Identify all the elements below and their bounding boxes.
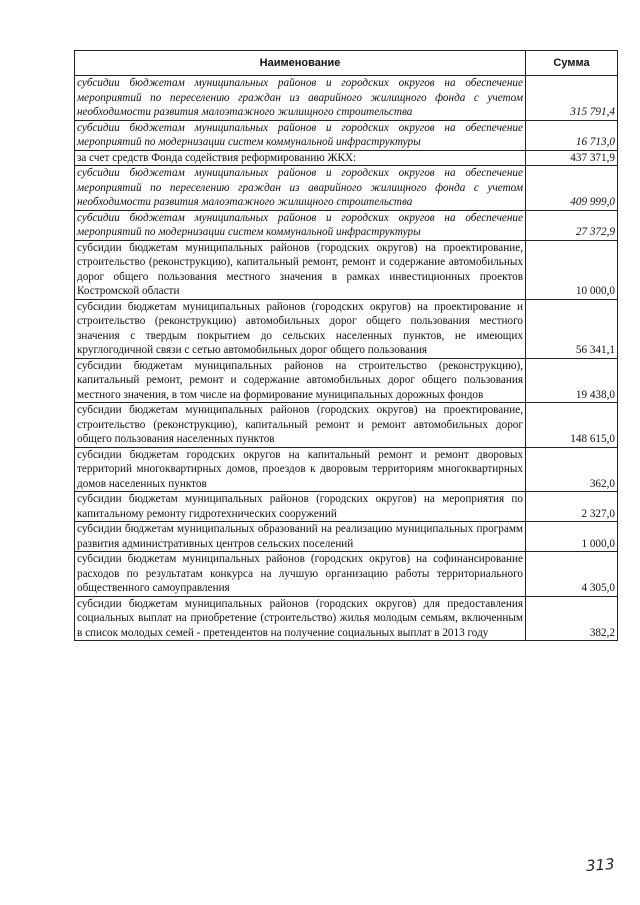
row-name: субсидии бюджетам муниципальных районов (городских округов) для предоставления социальных выплат на приобретение (строительство) жилья молодым семьям, включенным в список молодых семей - претендентов на получение социальных выплат в 2013 году <box>75 596 526 641</box>
row-sum: 16 713,0 <box>526 120 618 150</box>
row-sum: 2 327,0 <box>526 492 618 522</box>
table-row <box>75 299 618 358</box>
row-sum: 56 341,1 <box>526 299 618 358</box>
row-name: за счет средств Фонда содействия реформированию ЖКХ: <box>75 150 526 166</box>
row-name: субсидии бюджетам муниципальных районов на строительство (реконструкцию), капитальный ремонт, ремонт и содержание автомобильных дорог общего пользования местного значения, в том числе на формирование муниципальных дорожных фондов <box>75 358 526 403</box>
row-sum: 19 438,0 <box>526 358 618 403</box>
table-row <box>75 76 618 121</box>
row-name: субсидии бюджетам муниципальных районов и городских округов на обеспечение мероприятий по модернизации систем коммунальной инфраструктуры <box>75 120 526 150</box>
row-sum: 10 000,0 <box>526 240 618 299</box>
row-name: субсидии бюджетам муниципальных районов (городских округов) на проектирование, строительство (реконструкцию), капитальный ремонт и ремонт автомобильных дорог общего пользования населенных пунктов <box>75 403 526 448</box>
row-sum: 27 372,9 <box>526 210 618 240</box>
table-row <box>75 240 618 299</box>
row-name: субсидии бюджетам муниципальных районов и городских округов на обеспечение мероприятий по переселению граждан из аварийного жилищного фонда с учетом необходимости развития малоэтажного жилищного строительства <box>75 166 526 211</box>
page-number: 313 <box>585 855 616 875</box>
row-name: субсидии бюджетам муниципальных районов (городских округов) на мероприятия по капитальному ремонту гидротехнических сооружений <box>75 492 526 522</box>
table-row <box>75 403 618 448</box>
row-name: субсидии бюджетам муниципальных районов (городских округов) на проектирование и строительство (реконструкцию) автомобильных дорог общего пользования местного значения с твердым покрытием до сельских населенных пунктов, не имеющих круглогодичной связи с сетью автомобильных дорог общего пользования <box>75 299 526 358</box>
table-row <box>75 522 618 552</box>
row-name: субсидии бюджетам муниципальных районов и городских округов на обеспечение мероприятий по переселению граждан из аварийного жилищного фонда с учетом необходимости развития малоэтажного жилищного строительства <box>75 76 526 121</box>
row-name: субсидии бюджетам городских округов на капитальный ремонт и ремонт дворовых территорий многоквартирных домов, проездов к дворовым территориям многоквартирных домов населенных пунктов <box>75 447 526 492</box>
table-row <box>75 447 618 492</box>
table-row <box>75 596 618 641</box>
row-sum: 362,0 <box>526 447 618 492</box>
header-name: Наименование <box>75 51 526 76</box>
row-sum: 382,2 <box>526 596 618 641</box>
row-name: субсидии бюджетам муниципальных образований на реализацию муниципальных программ развития административных центров сельских поселений <box>75 522 526 552</box>
table-header-row <box>75 51 618 76</box>
table-row <box>75 166 618 211</box>
row-name: субсидии бюджетам муниципальных районов (городских округов) на проектирование, строительство (реконструкцию), капитальный ремонт, ремонт и содержание автомобильных дорог общего пользования местного значения в рамках инвестиционных проектов Костромской области <box>75 240 526 299</box>
row-sum: 409 999,0 <box>526 166 618 211</box>
table-row <box>75 150 618 166</box>
row-sum: 437 371,9 <box>526 150 618 166</box>
row-name: субсидии бюджетам муниципальных районов (городских округов) на софинансирование расходов по результатам конкурса на лучшую организацию работы территориального общественного самоуправления <box>75 552 526 597</box>
table-row <box>75 358 618 403</box>
row-sum: 148 615,0 <box>526 403 618 448</box>
budget-table <box>74 50 618 641</box>
header-sum: Сумма <box>526 51 618 76</box>
row-sum: 315 791,4 <box>526 76 618 121</box>
row-sum: 4 305,0 <box>526 552 618 597</box>
row-sum: 1 000,0 <box>526 522 618 552</box>
table-row <box>75 120 618 150</box>
table-row <box>75 210 618 240</box>
row-name: субсидии бюджетам муниципальных районов и городских округов на обеспечение мероприятий по модернизации систем коммунальной инфраструктуры <box>75 210 526 240</box>
table-row <box>75 492 618 522</box>
table-row <box>75 552 618 597</box>
